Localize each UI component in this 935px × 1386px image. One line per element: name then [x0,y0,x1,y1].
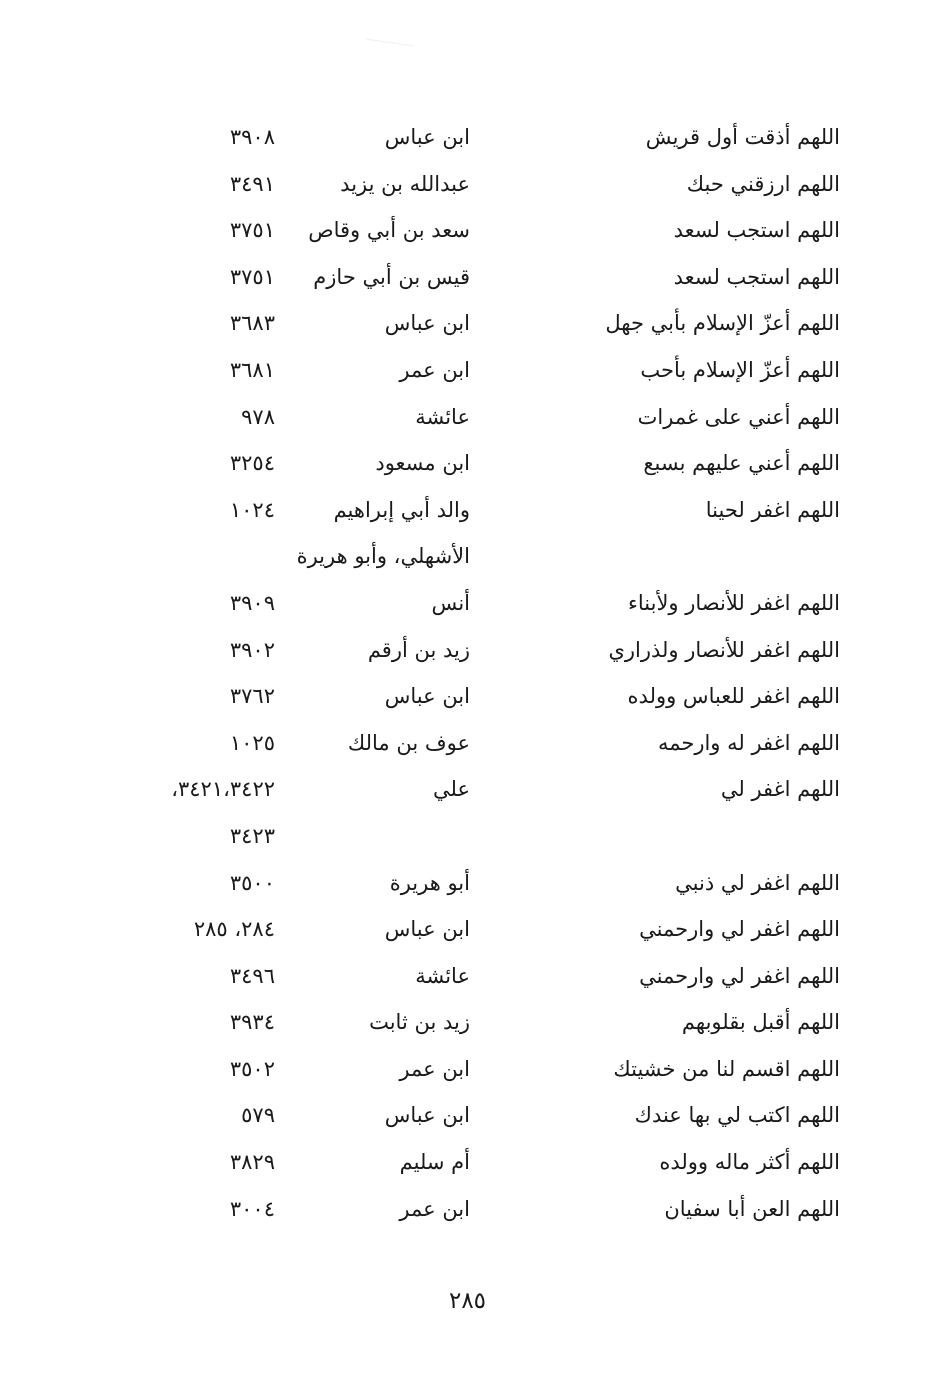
hadith-incipit: اللهم اكتب لي بها عندك [634,1103,840,1128]
hadith-incipit: اللهم اغفر لي وارحمني [639,917,840,942]
index-row [0,256,935,303]
narrator-name: عبدالله بن يزيد [340,171,470,196]
hadith-number: ٣٦٨٣ [229,311,275,336]
narrator-name: سعد بن أبي وقاص [308,218,470,243]
index-row [0,1001,935,1048]
index-row [0,815,935,862]
index-row [0,862,935,909]
index-row [0,629,935,676]
hadith-number: ٣٨٢٩ [229,1150,275,1175]
narrator-name: علي [433,777,470,802]
narrator-name: والد أبي إبراهيم [333,497,470,522]
hadith-number: ٣٧٦٢ [229,684,275,709]
narrator-name: أنس [431,590,470,615]
narrator-name: زيد بن أرقم [367,637,470,662]
index-row [0,349,935,396]
narrator-name: أبو هريرة [389,870,470,895]
index-row [0,768,935,815]
hadith-number: ٣٤٢١،٣٤٢٢، [171,777,275,802]
hadith-incipit: اللهم أعزّ الإسلام بأبي جهل [605,311,840,336]
hadith-number: ٣٠٠٤ [229,1196,275,1221]
hadith-incipit: اللهم أعني عليهم بسبع [643,451,840,476]
hadith-incipit: اللهم اغفر لي وارحمني [639,963,840,988]
index-row [0,1048,935,1095]
hadith-number: ١٠٢٤ [229,497,275,522]
hadith-number: ١٠٢٥ [229,730,275,755]
narrator-name: قيس بن أبي حازم [313,264,470,289]
narrator-name: ابن عمر [399,1056,470,1081]
index-row [0,163,935,210]
page-number: ٢٨٥ [448,1288,487,1314]
narrator-name: ابن عباس [384,1103,470,1128]
hadith-incipit: اللهم أقبل بقلوبهم [681,1010,840,1035]
hadith-number: ٣٧٥١ [229,218,275,243]
hadith-number: ٣٦٨١ [229,357,275,382]
index-row [0,1188,935,1235]
index-row [0,442,935,489]
index-row [0,116,935,163]
hadith-incipit: اللهم اقسم لنا من خشيتك [613,1056,840,1081]
hadith-number: ٣٥٠٢ [229,1056,275,1081]
narrator-name: ابن عمر [399,1196,470,1221]
hadith-incipit: اللهم استجب لسعد [673,264,840,289]
index-row [0,908,935,955]
hadith-incipit: اللهم اغفر للعباس وولده [627,684,840,709]
hadith-incipit: اللهم استجب لسعد [673,218,840,243]
hadith-incipit: اللهم اغفر للأنصار ولأبناء [628,590,840,615]
hadith-incipit: اللهم اغفر له وارحمه [657,730,840,755]
narrator-name: ابن عباس [384,684,470,709]
hadith-number: ٣٥٠٠ [229,870,275,895]
index-row [0,955,935,1002]
narrator-name: زيد بن ثابت [369,1010,470,1035]
hadith-incipit: اللهم اغفر للأنصار ولذراري [608,637,840,662]
index-row [0,1094,935,1141]
hadith-number: ٣٢٥٤ [229,451,275,476]
index-row [0,489,935,536]
hadith-number: ٣٤٩١ [229,171,275,196]
hadith-number: ٩٧٨ [241,404,275,429]
narrator-name: عائشة [415,404,470,429]
index-row [0,396,935,443]
hadith-incipit: اللهم اغفر لي ذنبي [675,870,840,895]
hadith-number: ٣٩٣٤ [229,1010,275,1035]
hadith-incipit: اللهم أذقت أول قريش [645,125,840,149]
hadith-number: ٢٨٤، ٢٨٥ [193,917,275,942]
narrator-name: ابن عباس [384,311,470,336]
hadith-number: ٣٧٥١ [229,264,275,289]
hadith-incipit: اللهم أعزّ الإسلام بأحب [640,357,840,382]
hadith-incipit: اللهم أعني على غمرات [637,404,840,429]
index-row [0,302,935,349]
index-row [0,582,935,629]
narrator-name: أم سليم [399,1150,470,1175]
index-row [0,535,935,582]
narrator-name: ابن عمر [399,357,470,382]
hadith-number: ٣٩٠٢ [229,637,275,662]
narrator-name: الأشهلي، وأبو هريرة [296,544,470,569]
index-row [0,209,935,256]
hadith-number: ٣٩٠٨ [229,125,275,149]
index-row [0,722,935,769]
hadith-number: ٥٧٩ [241,1103,275,1128]
hadith-number: ٣٤٩٦ [229,963,275,988]
hadith-incipit: اللهم أكثر ماله وولده [659,1150,840,1175]
scan-smudge [364,39,414,66]
narrator-name: ابن عباس [384,125,470,149]
hadith-incipit: اللهم ارزقني حبك [686,171,840,196]
index-row [0,675,935,722]
narrator-name: عوف بن مالك [347,730,470,755]
narrator-name: ابن مسعود [375,451,470,476]
hadith-incipit: اللهم العن أبا سفيان [664,1196,840,1221]
index-row [0,1141,935,1188]
narrator-name: ابن عباس [384,917,470,942]
hadith-number: ٣٤٢٣ [229,823,275,848]
hadith-number: ٣٩٠٩ [229,590,275,615]
hadith-index-list [0,116,935,1234]
hadith-incipit: اللهم اغفر لي [720,777,840,802]
hadith-incipit: اللهم اغفر لحينا [705,497,840,522]
narrator-name: عائشة [415,963,470,988]
